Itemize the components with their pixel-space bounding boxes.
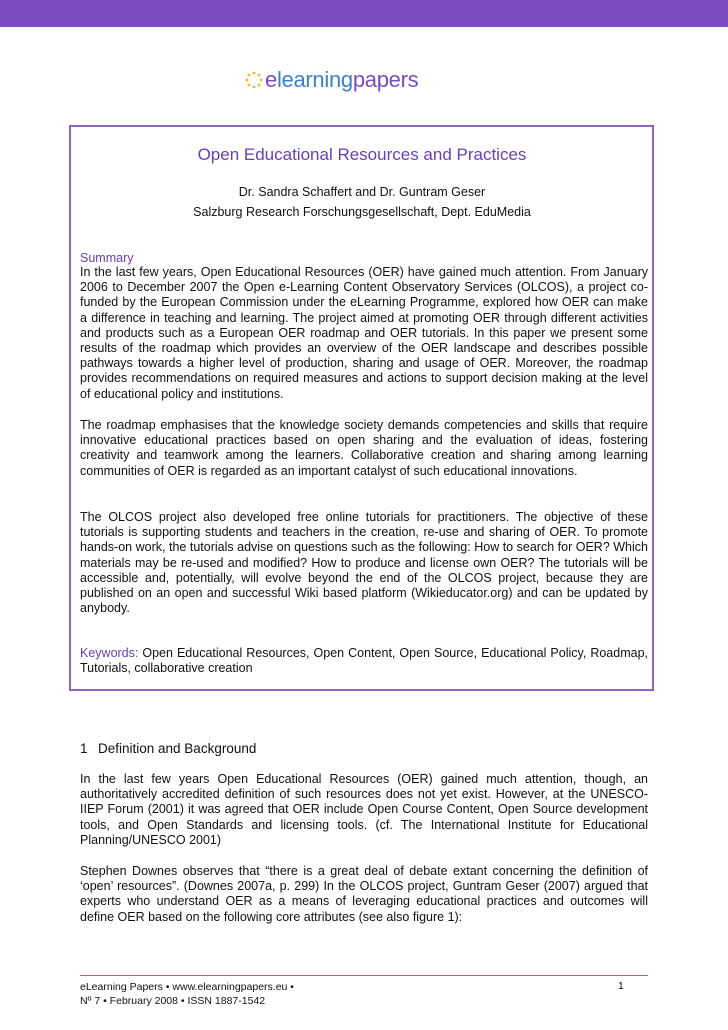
summary-paragraph: The roadmap emphasises that the knowledge society demands competencies and skills that require innovative educational practices based on open sharing and the evaluation of ideas, fostering creativity and teamwork among the learners. Collaborative creation and sharing among learning communities of OER is regarded as an important catalyst of such educational innovations. bbox=[80, 418, 648, 478]
summary-paragraph: In the last few years, Open Educational Resources (OER) have gained much attention. From January 2006 to December 2007 the Open e-Learning Content Observatory Services (OLCOS), a project co-funded by the European Commission under the eLearning Programme, explored how OER can make a difference in teaching and learning. The project aimed at promoting OER through different activities and products such as a European OER roadmap and OER tutorials. In this paper we present some results of the roadmap which provides an overview of the OER landscape and describes possible pathways towards a higher level of production, sharing and usage of OER. Moreover, the roadmap provides recommendations on required measures and actions to support decision making at the level of educational policy and institutions. bbox=[80, 265, 648, 401]
keywords-paragraph bbox=[80, 646, 648, 676]
top-banner bbox=[0, 0, 728, 27]
section-heading bbox=[80, 741, 256, 756]
body-paragraph: Stephen Downes observes that “there is a great deal of debate extant concerning the definition of ‘open’ resources”. (Downes 2007a, p. 299) In the OLCOS project, Guntram Geser (2007) argued that experts who understand OER as a means of leveraging educational practices and outcomes will define OER based on the following core attributes (see also figure 1): bbox=[80, 864, 648, 924]
paper-authors: Dr. Sandra Schaffert and Dr. Guntram Geser bbox=[238, 185, 486, 199]
logo-wordmark bbox=[265, 67, 418, 93]
summary-paragraph: The OLCOS project also developed free online tutorials for practitioners. The objective of these tutorials is supporting students and teachers in the creation, re-use and sharing of OER. To promote hands-on work, the tutorials advise on questions such as the following: How to search for OER? Which materials may be re-used and modified? How to produce and license own OER? The tutorials will be accessible and, potentially, will evolve beyond the end of the OLCOS project, because they are published on an open and successful Wiki based platform (Wikieducator.org) and can be updated by anybody. bbox=[80, 510, 648, 616]
paper-affiliation: Salzburg Research Forschungsgesellschaft, Dept. EduMedia bbox=[193, 205, 531, 219]
logo-text-e: e bbox=[265, 67, 277, 92]
logo-text-papers: papers bbox=[352, 67, 419, 92]
footer-line-2: Nº 7 • February 2008 • ISSN 1887-1542 bbox=[80, 995, 266, 1007]
paper-title: Open Educational Resources and Practices bbox=[197, 145, 527, 164]
footer-info bbox=[80, 980, 294, 1008]
section-title: Definition and Background bbox=[98, 741, 257, 756]
footer-divider bbox=[80, 975, 648, 976]
body-paragraph: In the last few years Open Educational Resources (OER) gained much attention, though, an authoritatively accredited definition of such resources does not yet exist. However, at the UNESCO-IIEP Forum (2001) it was agreed that OER include Open Course Content, Open Source development tools, and Open Standards and licensing tools. (cf. The International Institute for Educational Planning/UNESCO 2001) bbox=[80, 772, 648, 847]
keywords-list: Open Educational Resources, Open Content, Open Source, Educational Policy, Roadmap, Tutorials, collaborative creation bbox=[80, 646, 648, 676]
logo-text-learning: learning bbox=[276, 67, 353, 92]
keywords-label: Keywords: bbox=[80, 646, 139, 660]
elearningpapers-logo bbox=[245, 60, 418, 100]
footer-line-1: eLearning Papers • www.elearningpapers.eu • bbox=[80, 981, 294, 993]
section-number: 1 bbox=[80, 741, 88, 756]
page-number: 1 bbox=[618, 980, 624, 992]
logo-dots-icon bbox=[245, 71, 263, 89]
summary-heading: Summary bbox=[80, 251, 134, 265]
